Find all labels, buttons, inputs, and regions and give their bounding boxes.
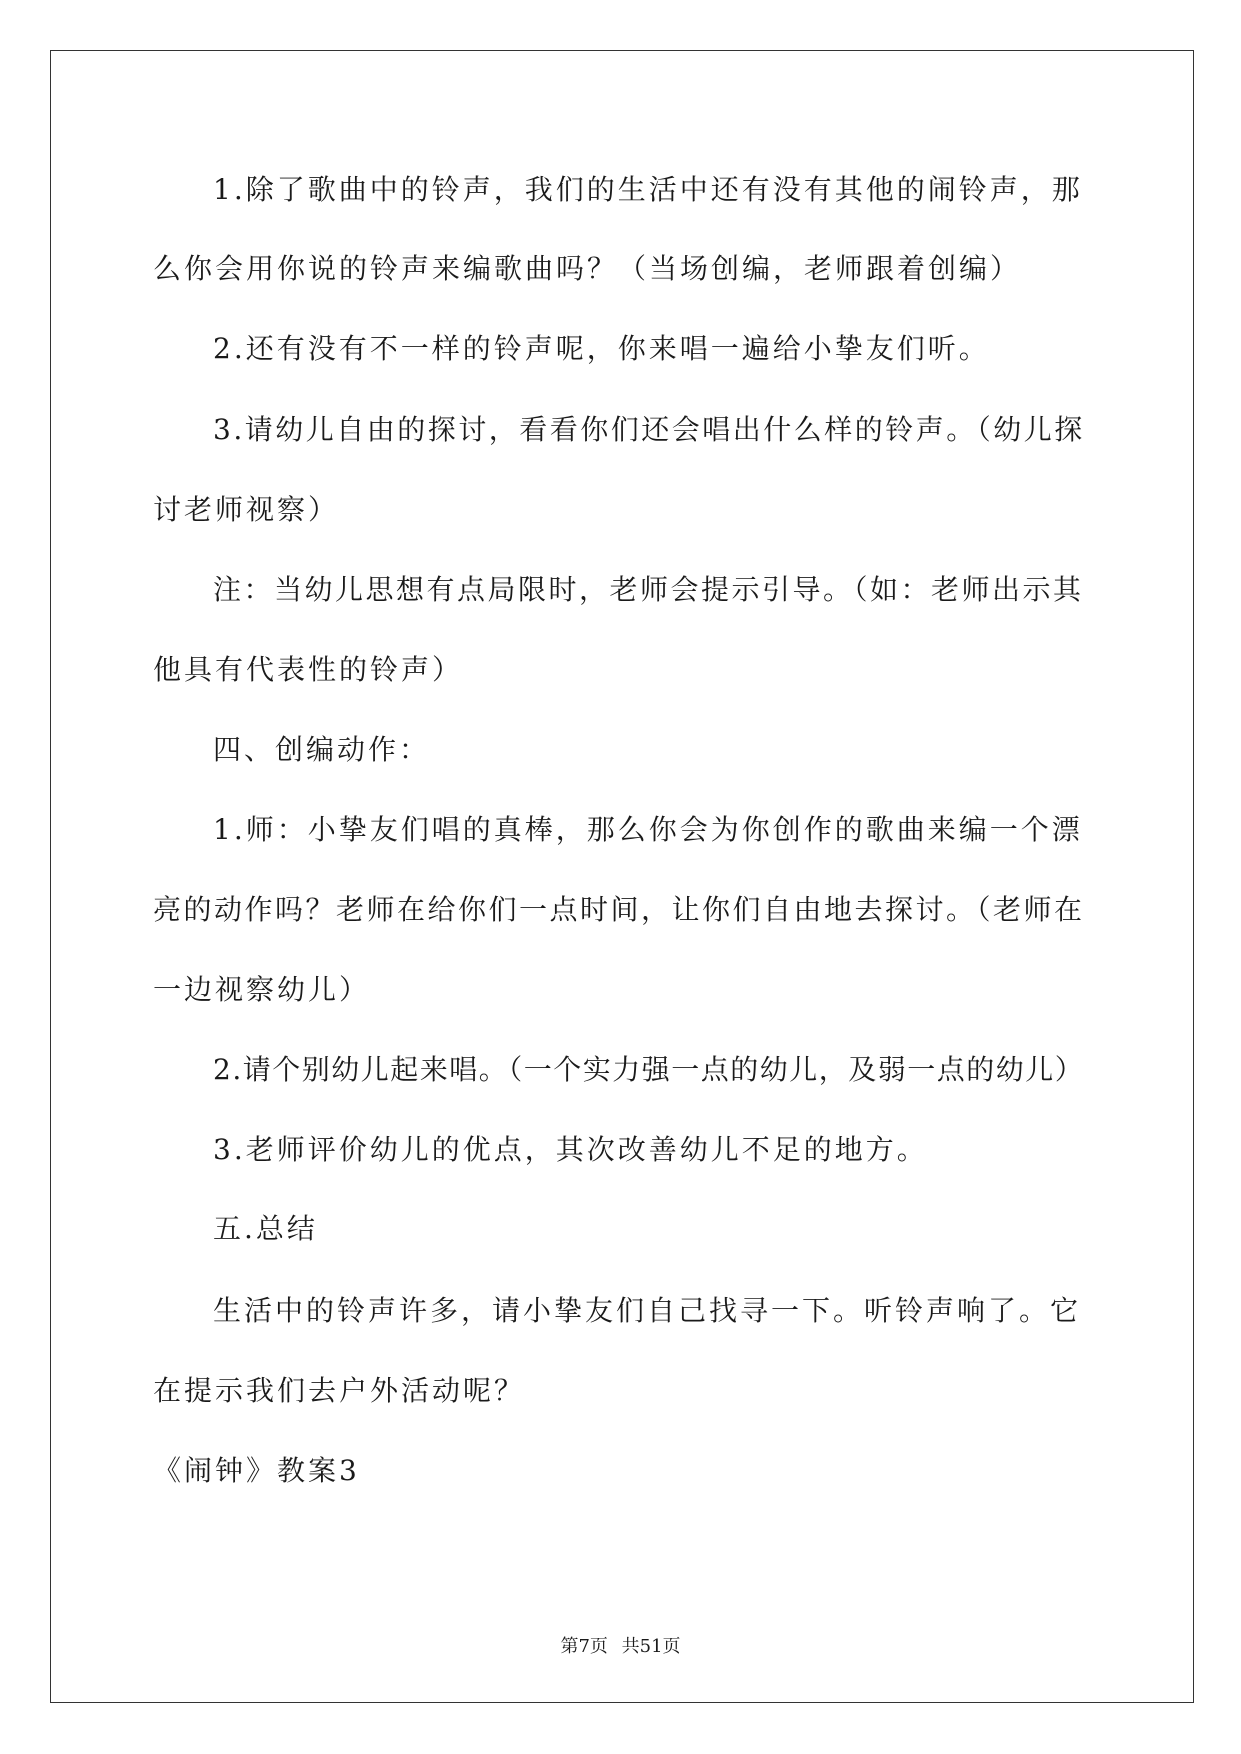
paragraph-line: 注：当幼儿思想有点局限时，老师会提示引导。（如：老师出示其 — [213, 573, 1084, 606]
paragraph-line: 亮的动作吗？老师在给你们一点时间，让你们自由地去探讨。（老师在 — [153, 893, 1085, 926]
paragraph-line: 1.除了歌曲中的铃声，我们的生活中还有没有其他的闹铃声，那 — [213, 173, 1083, 206]
paragraph-line: 2.请个别幼儿起来唱。（一个实力强一点的幼儿，及弱一点的幼儿） — [213, 1053, 1085, 1086]
page-footer — [0, 1632, 1241, 1658]
paragraph-line: 五.总结 — [213, 1212, 318, 1245]
paragraph-line: 1.师：小挚友们唱的真棒，那么你会为你创作的歌曲来编一个漂 — [213, 813, 1083, 846]
page-number: 第7页 — [560, 1636, 608, 1657]
paragraph-line: 一边视察幼儿） — [153, 973, 371, 1006]
paragraph-line: 讨老师视察） — [153, 493, 340, 526]
paragraph-line: 么你会用你说的铃声来编歌曲吗？（当场创编，老师跟着创编） — [153, 252, 1022, 285]
paragraph-line: 四、创编动作： — [213, 733, 431, 766]
paragraph-line: 他具有代表性的铃声） — [153, 653, 464, 686]
paragraph-line: 生活中的铃声许多，请小挚友们自己找寻一下。听铃声响了。它 — [213, 1294, 1082, 1327]
section-heading: 《闹钟》教案3 — [153, 1454, 360, 1487]
paragraph-line: 3.请幼儿自由的探讨，看看你们还会唱出什么样的铃声。（幼儿探 — [213, 413, 1085, 446]
total-pages: 共51页 — [621, 1636, 681, 1657]
paragraph-line: 3.老师评价幼儿的优点，其次改善幼儿不足的地方。 — [213, 1133, 928, 1166]
paragraph-line: 2.还有没有不一样的铃声呢，你来唱一遍给小挚友们听。 — [213, 332, 990, 365]
paragraph-line: 在提示我们去户外活动呢？ — [153, 1374, 526, 1407]
